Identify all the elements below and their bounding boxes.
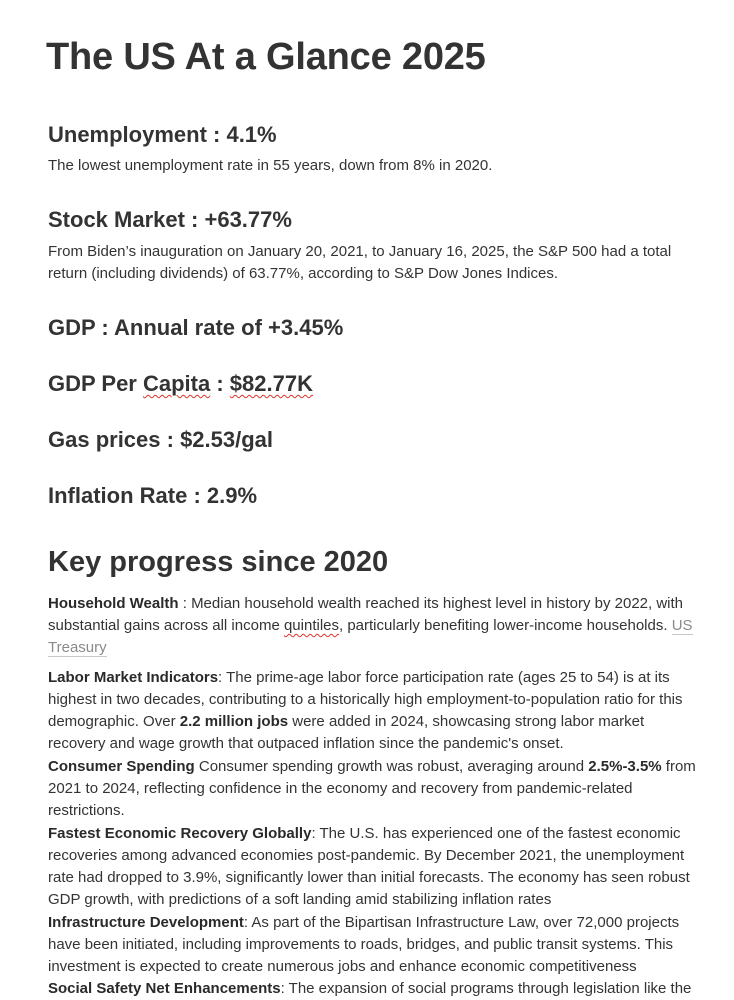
consumer-spending-title: Consumer Spending: [48, 758, 195, 775]
labor-market-text1: : The prime-age labor force participation rate (ages 25 to 54) is at its highest in two decades, contributing to a historically high employment-to-population ratio for this demographic. Over: [48, 669, 683, 730]
household-wealth-title: Household Wealth: [48, 595, 179, 612]
household-wealth-text2: , particularly benefiting lower-income households.: [339, 617, 672, 634]
safety-net-paragraph: [48, 978, 698, 1000]
safety-net-title: Social Safety Net Enhancements: [48, 980, 281, 997]
consumer-spending-text2: from 2021 to 2024, reflecting confidence in the economy and recovery from pandemic-related restrictions.: [48, 758, 696, 819]
consumer-spending-bold: 2.5%-3.5%: [588, 758, 662, 775]
consumer-spending-text1: Consumer spending growth was robust, averaging around: [194, 758, 589, 775]
infrastructure-text: : As part of the Bipartisan Infrastructure Law, over 72,000 projects have been initiated, including improvements to roads, bridges, and public transit systems. This investment is expected to create numerous jobs and enhance economic competitiveness: [48, 914, 680, 975]
gdp-per-capita-sep: :: [210, 371, 230, 396]
page-title: The US At a Glance 2025: [46, 36, 486, 78]
stat-inflation-heading: Inflation Rate : 2.9%: [48, 483, 258, 508]
gdp-per-capita-word: Capita: [142, 371, 211, 396]
key-progress-heading: Key progress since 2020: [48, 546, 389, 578]
gdp-per-capita-prefix: GDP Per: [48, 371, 143, 396]
stat-stock-desc: From Biden’s inauguration on January 20, 2021, to January 16, 2025, the S&P 500 had a total return (including dividends) of 63.77%, according to S&P Dow Jones Indices.: [48, 243, 672, 282]
economic-recovery-paragraph: [48, 823, 698, 911]
economic-recovery-title: Fastest Economic Recovery Globally: [48, 825, 312, 842]
economic-recovery-text: : The U.S. has experienced one of the fastest economic recoveries among advanced economies post-pandemic. By December 2021, the unemployment rate had dropped to 3.9%, significantly lower than initial forecasts. The economy has seen robust GDP growth, with predictions of a soft landing amid stabilizing inflation rates: [48, 825, 690, 908]
stat-unemployment-heading: Unemployment : 4.1%: [48, 122, 277, 147]
stat-gas-heading: Gas prices : $2.53/gal: [48, 427, 274, 452]
consumer-spending-paragraph: [48, 756, 698, 822]
stat-unemployment-desc: The lowest unemployment rate in 55 years, down from 8% in 2020.: [48, 157, 493, 174]
infrastructure-paragraph: [48, 912, 698, 978]
gdp-per-capita-value: $82.77K: [229, 371, 313, 396]
us-treasury-link[interactable]: US Treasury: [48, 617, 693, 656]
labor-market-title: Labor Market Indicators: [48, 669, 219, 686]
labor-market-text2: were added in 2024, showcasing strong labor market recovery and wage growth that outpaced inflation since the pandemic's onset.: [48, 713, 645, 752]
stat-gdp-per-capita-heading: [48, 371, 313, 397]
stat-stock-heading: Stock Market : +63.77%: [48, 207, 292, 232]
labor-market-paragraph: [48, 667, 698, 755]
safety-net-text: : The expansion of social programs through legislation like the: [280, 980, 692, 997]
household-wealth-paragraph: [48, 593, 698, 659]
infrastructure-title: Infrastructure Development: [48, 914, 244, 931]
stat-gdp-heading: GDP : Annual rate of +3.45%: [48, 315, 344, 340]
labor-market-bold: 2.2 million jobs: [179, 713, 289, 730]
household-wealth-text1: : Median household wealth reached its highest level in history by 2022, with substantial gains across all income: [48, 595, 684, 634]
household-wealth-squiggle: quintiles: [283, 617, 339, 634]
